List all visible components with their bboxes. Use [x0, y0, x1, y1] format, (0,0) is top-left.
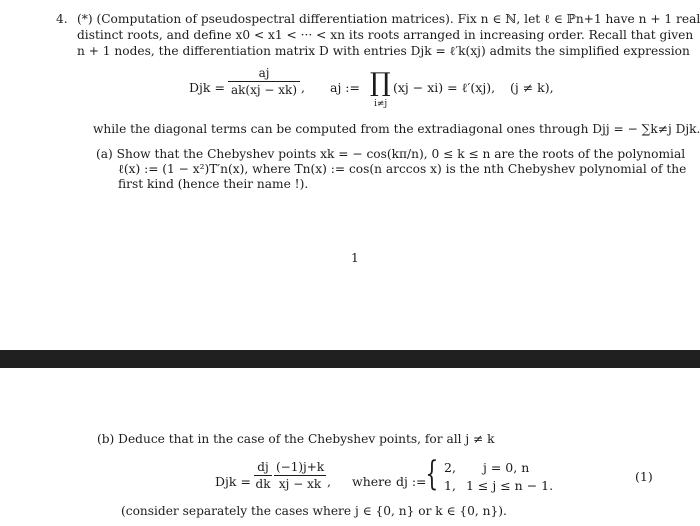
part-b-fraction-1: [254, 460, 272, 491]
equation-a-definition: aj :=: [330, 80, 360, 95]
problem-intro-line-2: distinct roots, and define x0 < x1 < ··· < xn its roots arranged in increasing order. Recall that given: [77, 28, 694, 42]
part-b-fraction-2-denominator: xj − xk: [278, 477, 322, 491]
product-body: (xj − xi) = ℓ′(xj),: [393, 80, 496, 95]
equation-lhs: Djk =: [189, 80, 225, 95]
product-subscript: i≠j: [374, 99, 388, 109]
equation-condition: (j ≠ k),: [510, 80, 554, 95]
equation-fraction-comma: ,: [301, 80, 305, 95]
problem-number: 4.: [56, 12, 68, 26]
equation-fraction-numerator: aj: [228, 66, 300, 82]
problem-intro-line-1: (*) (Computation of pseudospectral differentiation matrices). Fix n ∈ ℕ, let ℓ ∈ ℙn+1 have n + 1 real: [77, 12, 700, 26]
case-2-value: 1,: [444, 478, 456, 493]
page-bottom-section: [0, 368, 700, 526]
case-2-condition: 1 ≤ j ≤ n − 1.: [466, 478, 554, 493]
part-b-fraction-2-numerator: (−1)j+k: [276, 460, 325, 474]
part-b-fraction-1-numerator: dj: [254, 460, 272, 476]
page-number: 1: [351, 251, 359, 265]
equation-number: (1): [635, 469, 653, 484]
problem-intro-line-3: n + 1 nodes, the differentiation matrix D with entries Djk = ℓ′k(xj) admits the simplified expression: [77, 44, 690, 58]
where-label: where: [352, 474, 392, 489]
d-definition: dj :=: [396, 474, 427, 489]
page-divider: [0, 350, 700, 368]
part-b-equation-comma: ,: [327, 474, 331, 489]
part-b-note: (consider separately the cases where j ∈ {0, n} or k ∈ {0, n}).: [121, 504, 507, 518]
case-1-value: 2,: [444, 460, 456, 475]
part-b-equation-lhs: Djk =: [215, 474, 251, 489]
part-a-line-2: ℓ(x) := (1 − x²)T′n(x), where Tn(x) := cos(n arccos x) is the nth Chebyshev polynomial of the: [118, 162, 687, 176]
equation-fraction-denominator: ak(xj − xk): [231, 83, 297, 97]
part-a-line-3: first kind (hence their name !).: [118, 177, 309, 191]
cases-brace: {: [425, 454, 439, 494]
part-b-fraction-2: [274, 460, 326, 491]
equation-fraction: [228, 66, 300, 97]
part-a-line-1: (a) Show that the Chebyshev points xk = − cos(kπ/n), 0 ≤ k ≤ n are the roots of the polynomial: [96, 147, 686, 161]
product-symbol: ∏: [370, 68, 391, 98]
part-b-fraction-1-denominator: dk: [255, 477, 271, 491]
part-b-intro: (b) Deduce that in the case of the Chebyshev points, for all j ≠ k: [97, 432, 495, 446]
case-1-condition: j = 0, n: [483, 460, 530, 475]
diagonal-terms-line: while the diagonal terms can be computed from the extradiagonal ones through Djj = − ∑k≠j Djk.: [93, 122, 700, 136]
